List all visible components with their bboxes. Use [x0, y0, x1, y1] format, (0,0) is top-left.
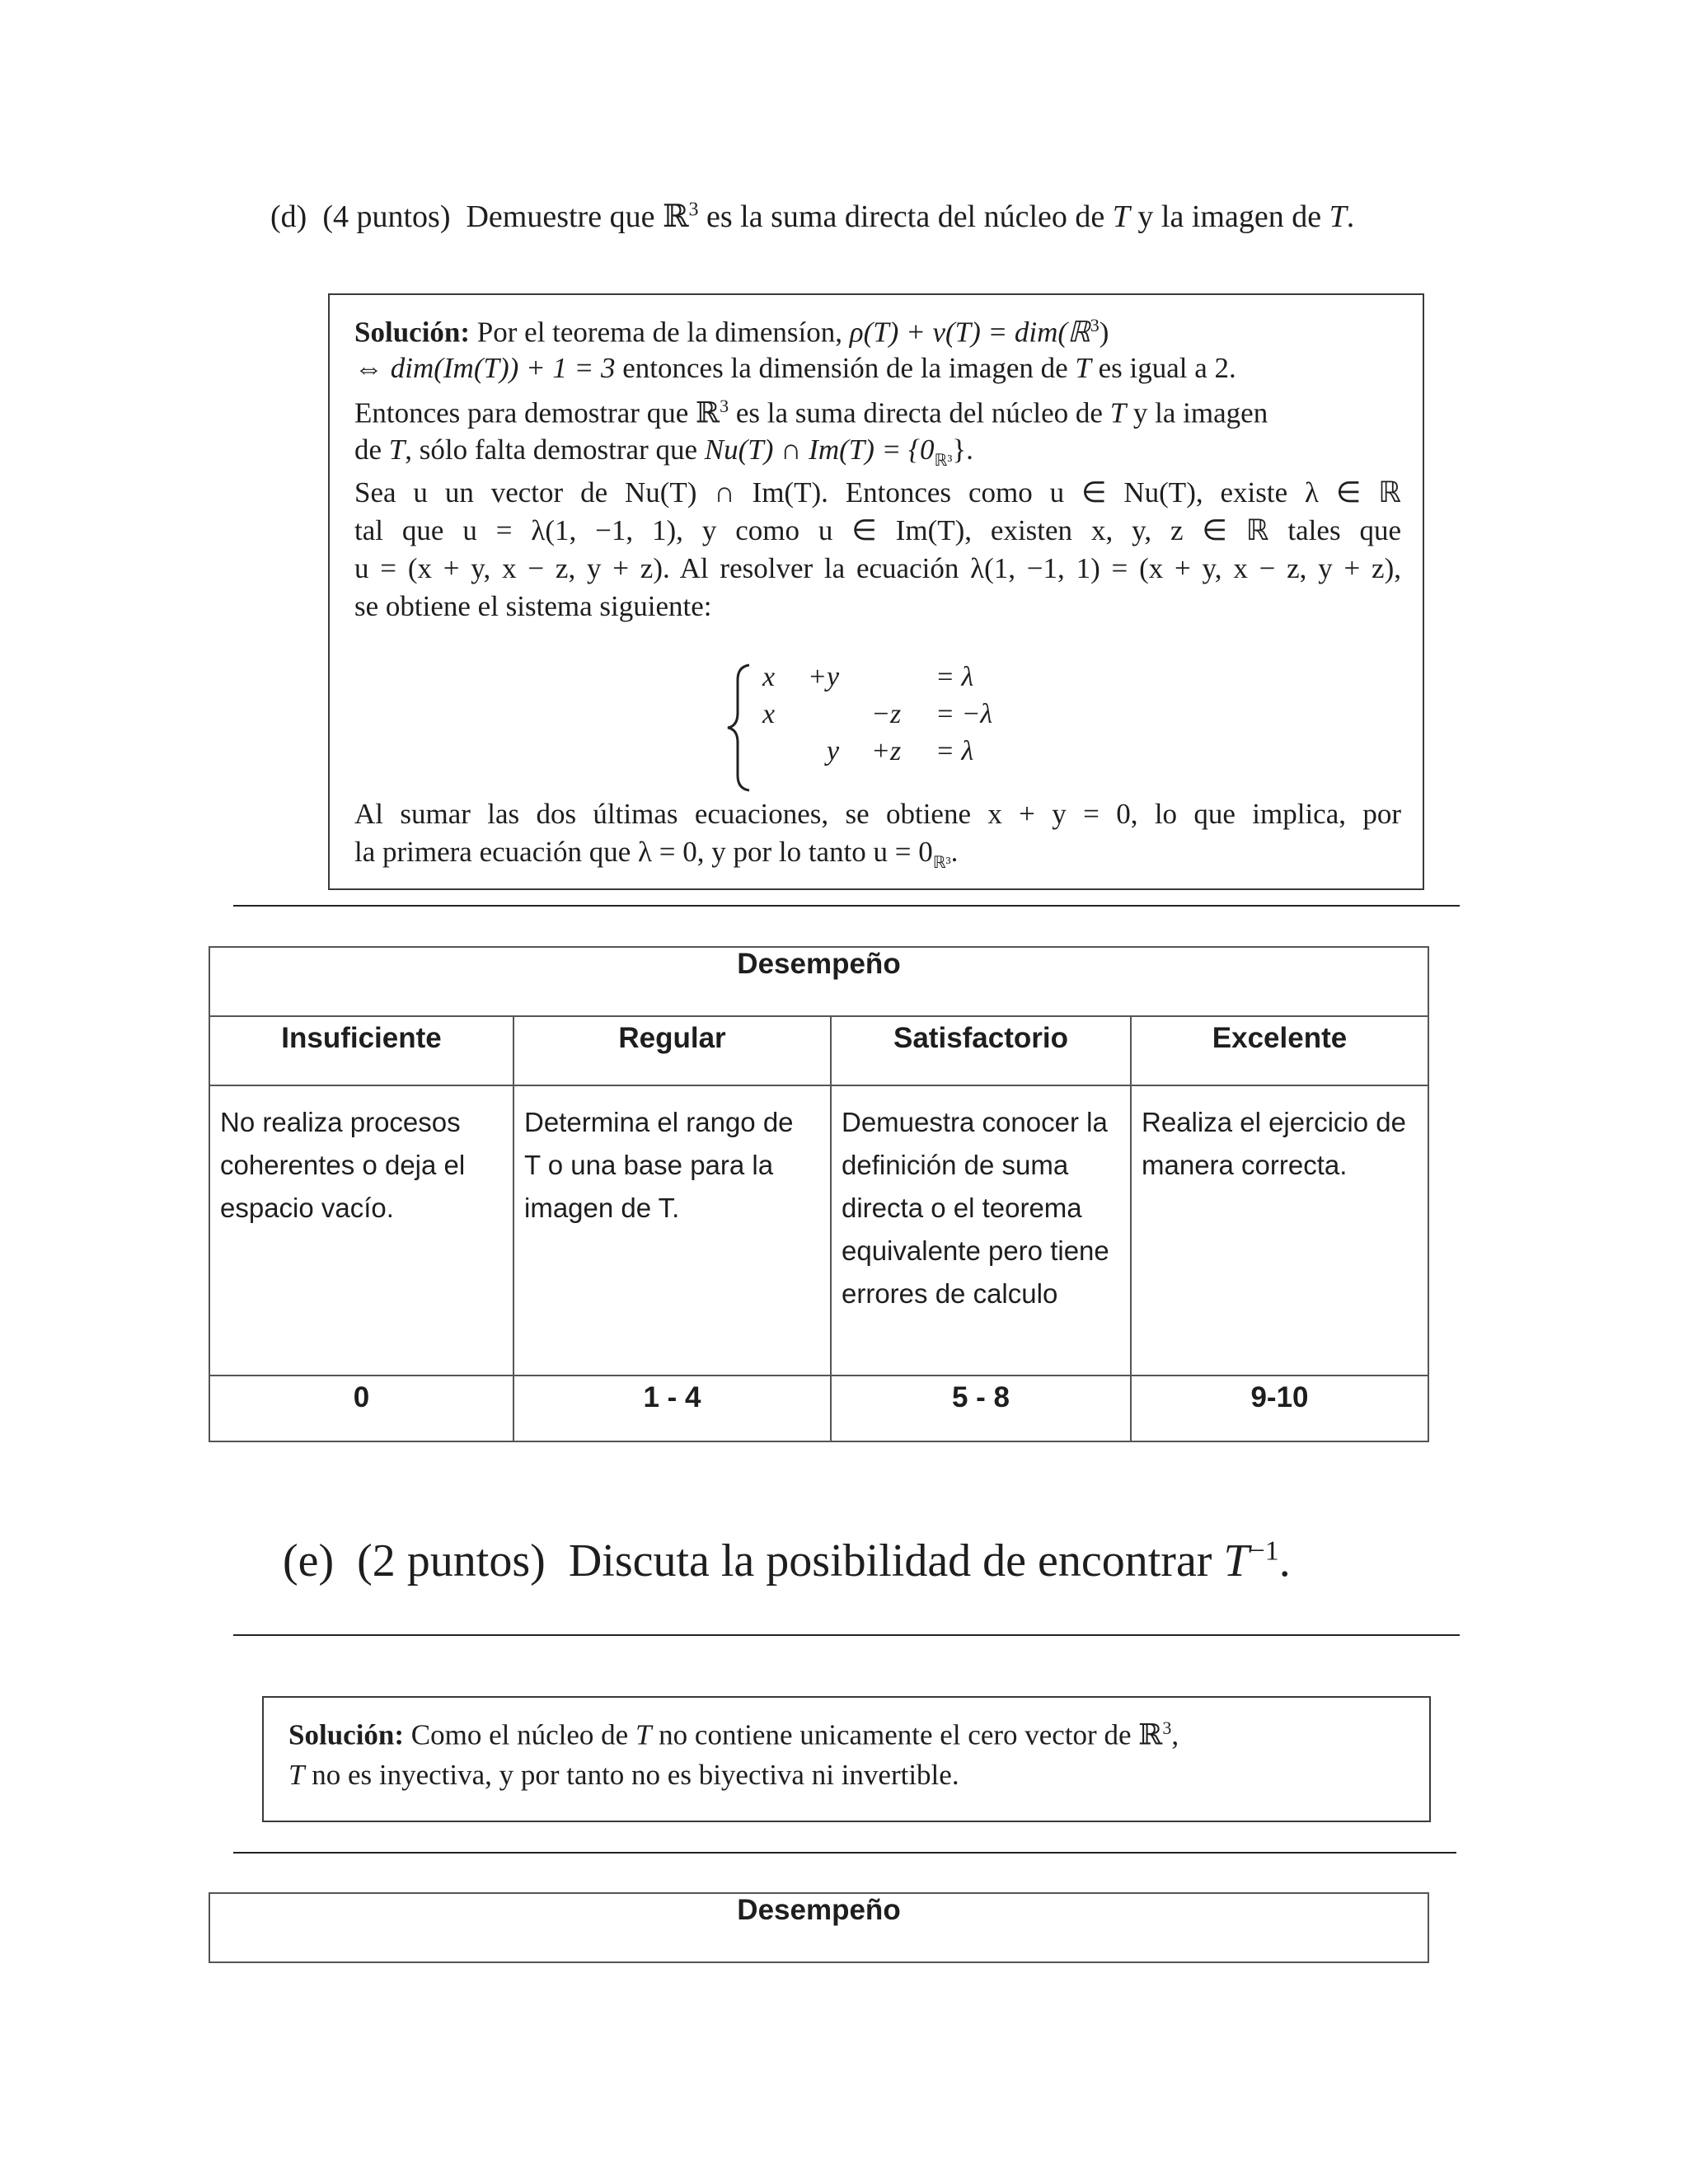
solution-e-line-2 — [288, 1759, 959, 1792]
divider-line — [233, 1634, 1460, 1636]
solution-e-heading: Solución: — [288, 1718, 405, 1751]
solution-d-l4-close: }. — [952, 434, 973, 466]
rubric-d-desc-2-line: directa o el teorema — [842, 1193, 1082, 1223]
solution-d-l1-text: Por el teorema de la dimensíon, — [476, 316, 843, 349]
solution-d-l3-T: T — [1109, 396, 1127, 429]
solution-d-l10-sub: ℝ³ — [932, 854, 951, 872]
solution-d-l10-pre: la primera ecuación que λ = 0, y por lo tanto u = 0 — [354, 836, 933, 868]
rubric-d-title: Desempeño — [737, 948, 901, 980]
rubric-d-desc-excelente — [1130, 1085, 1428, 1375]
question-d-post: es la suma directa del núcleo de — [706, 199, 1105, 234]
question-e-end: . — [1278, 1535, 1291, 1586]
solution-d-l4-T: T — [388, 434, 406, 466]
system-r1-c1: x — [762, 662, 776, 692]
solution-d-line-4 — [354, 434, 973, 471]
rubric-d-desc-regular — [513, 1085, 830, 1375]
divider-line — [233, 1852, 1456, 1854]
system-r2-c4: = −λ — [935, 699, 993, 729]
solution-d-l3-pre: Entonces para demostrar que — [354, 396, 689, 429]
solution-d-l3-end: y la imagen — [1132, 396, 1268, 429]
rubric-d-desc-1-line: imagen de T. — [524, 1193, 680, 1223]
solution-d-l3-exp: 3 — [720, 396, 729, 416]
solution-e-l1-r: ℝ — [1138, 1718, 1163, 1752]
left-brace-icon — [721, 662, 754, 794]
system-r3-c3: +z — [871, 736, 902, 766]
rubric-d-desc-3-line: Realiza el ejercicio de — [1142, 1107, 1406, 1137]
solution-d-heading: Solución: — [354, 316, 471, 349]
solution-e-l1-pre: Como el núcleo de — [410, 1718, 629, 1751]
rubric-d-desc-0-line: espacio vacío. — [220, 1193, 394, 1223]
rubric-d-head-regular: Regular — [513, 1015, 830, 1085]
solution-d-box — [328, 293, 1424, 890]
solution-d-l3-r: ℝ — [696, 396, 720, 430]
rubric-d-desc-3-line: manera correcta. — [1142, 1150, 1348, 1180]
solution-d-line-9: Al sumar las dos últimas ecuaciones, se obtiene x + y = 0, lo que implica, por — [354, 798, 1401, 830]
solution-d-l4-pre: de — [354, 434, 382, 466]
divider-line — [233, 905, 1460, 907]
solution-e-l1-end: , — [1171, 1718, 1179, 1751]
question-e-text: Discuta la posibilidad de encontrar — [568, 1535, 1212, 1586]
solution-d-l1-math: ρ(T) + ν(T) = dim(ℝ — [849, 316, 1090, 349]
solution-e-l1-T: T — [635, 1718, 652, 1751]
solution-d-l2-T: T — [1075, 352, 1091, 384]
system-r2-c3: −z — [871, 699, 902, 729]
solution-d-l1-exp: 3 — [1090, 315, 1100, 335]
rubric-d-desc-2-line: equivalente pero tiene — [842, 1235, 1109, 1266]
question-d-T1: T — [1112, 199, 1130, 234]
solution-d-line-1 — [354, 315, 1109, 349]
question-e — [283, 1535, 1291, 1587]
rubric-d-desc-0-line: coherentes o deja el — [220, 1150, 466, 1180]
question-d-exp: 3 — [688, 199, 699, 221]
rubric-d-score-regular: 1 - 4 — [513, 1375, 830, 1441]
solution-d-l4-sub: ℝ³ — [934, 452, 953, 470]
question-e-exp: −1 — [1249, 1535, 1279, 1567]
rubric-d-score-satisfactorio: 5 - 8 — [830, 1375, 1130, 1441]
solution-d-l2-end: es igual a 2. — [1098, 352, 1236, 384]
equation-system — [721, 662, 1067, 794]
rubric-d-desc-1-line: Determina el rango de — [524, 1107, 794, 1137]
system-r3-c4: = λ — [935, 736, 974, 766]
rubric-e-title: Desempeño — [737, 1894, 901, 1926]
solution-d-l1-close: ) — [1099, 316, 1109, 349]
question-d-y: y la imagen de — [1137, 199, 1322, 234]
solution-e-l1-exp: 3 — [1162, 1718, 1172, 1738]
solution-d-l4-mid: , sólo falta demostrar que — [405, 434, 698, 466]
system-r3-c2: y — [827, 736, 840, 766]
solution-d-line-2 — [354, 352, 1236, 385]
question-d-points: (4 puntos) — [322, 199, 451, 234]
question-d-pre: Demuestre que — [466, 199, 655, 234]
rubric-d-score-excelente: 9-10 — [1130, 1375, 1428, 1441]
rubric-d-desc-2-line: Demuestra conocer la — [842, 1107, 1108, 1137]
solution-d-line-3 — [354, 396, 1268, 430]
rubric-d-head-insuficiente: Insuficiente — [210, 1015, 513, 1085]
question-d-label: (d) — [270, 199, 307, 234]
solution-d-l10-end: . — [950, 836, 959, 868]
question-e-label: (e) — [283, 1535, 335, 1586]
rubric-d-head-satisfactorio: Satisfactorio — [830, 1015, 1130, 1085]
solution-e-box — [262, 1696, 1431, 1822]
solution-d-line-7: u = (x + y, x − z, y + z). Al resolver la ecuación λ(1, −1, 1) = (x + y, x − z, y + z), — [354, 552, 1401, 584]
solution-e-l2-post: no es inyectiva, y por tanto no es biyectiva ni invertible. — [312, 1759, 959, 1791]
solution-e-l2-T: T — [288, 1759, 305, 1791]
rubric-d-desc-1-line: T o una base para la — [524, 1150, 774, 1180]
rubric-d-desc-insuficiente — [210, 1085, 513, 1375]
rubric-d-head-excelente: Excelente — [1130, 1015, 1428, 1085]
rubric-e-table — [209, 1892, 1429, 1963]
rubric-d-table — [209, 946, 1429, 1442]
solution-d-l3-post: es la suma directa del núcleo de — [735, 396, 1103, 429]
rubric-d-desc-satisfactorio — [830, 1085, 1130, 1375]
rubric-d-desc-0-line: No realiza procesos — [220, 1107, 461, 1137]
solution-d-line-6: tal que u = λ(1, −1, 1), y como u ∈ Im(T), existen x, y, z ∈ ℝ tales que — [354, 514, 1401, 546]
solution-d-line-5: Sea u un vector de Nu(T) ∩ Im(T). Entonces como u ∈ Nu(T), existe λ ∈ ℝ — [354, 476, 1401, 509]
solution-d-l2-text: entonces la dimensión de la imagen de — [622, 352, 1068, 384]
question-e-T: T — [1223, 1535, 1250, 1586]
solution-e-l1-post: no contiene unicamente el cero vector de — [659, 1718, 1132, 1751]
solution-d-line-10 — [354, 836, 958, 873]
solution-d-line-8: se obtiene el sistema siguiente: — [354, 590, 712, 622]
question-d-end: . — [1346, 199, 1355, 234]
question-e-points: (2 puntos) — [357, 1535, 546, 1586]
system-r1-c4: = λ — [935, 662, 974, 692]
rubric-d-desc-2-line: definición de suma — [842, 1150, 1069, 1180]
question-d — [270, 198, 1354, 235]
solution-d-l4-math: Nu(T) ∩ Im(T) = {0 — [704, 434, 935, 466]
question-d-r: ℝ — [662, 198, 689, 234]
question-d-T2: T — [1329, 199, 1347, 234]
system-r2-c1: x — [762, 699, 776, 729]
rubric-d-score-insuficiente: 0 — [210, 1375, 513, 1441]
solution-e-line-1 — [288, 1718, 1179, 1752]
rubric-d-desc-2-line: errores de calculo — [842, 1278, 1058, 1309]
solution-d-l2-math: ⇔ dim(Im(T)) + 1 = 3 — [354, 352, 616, 384]
system-r1-c2: +y — [808, 662, 840, 692]
